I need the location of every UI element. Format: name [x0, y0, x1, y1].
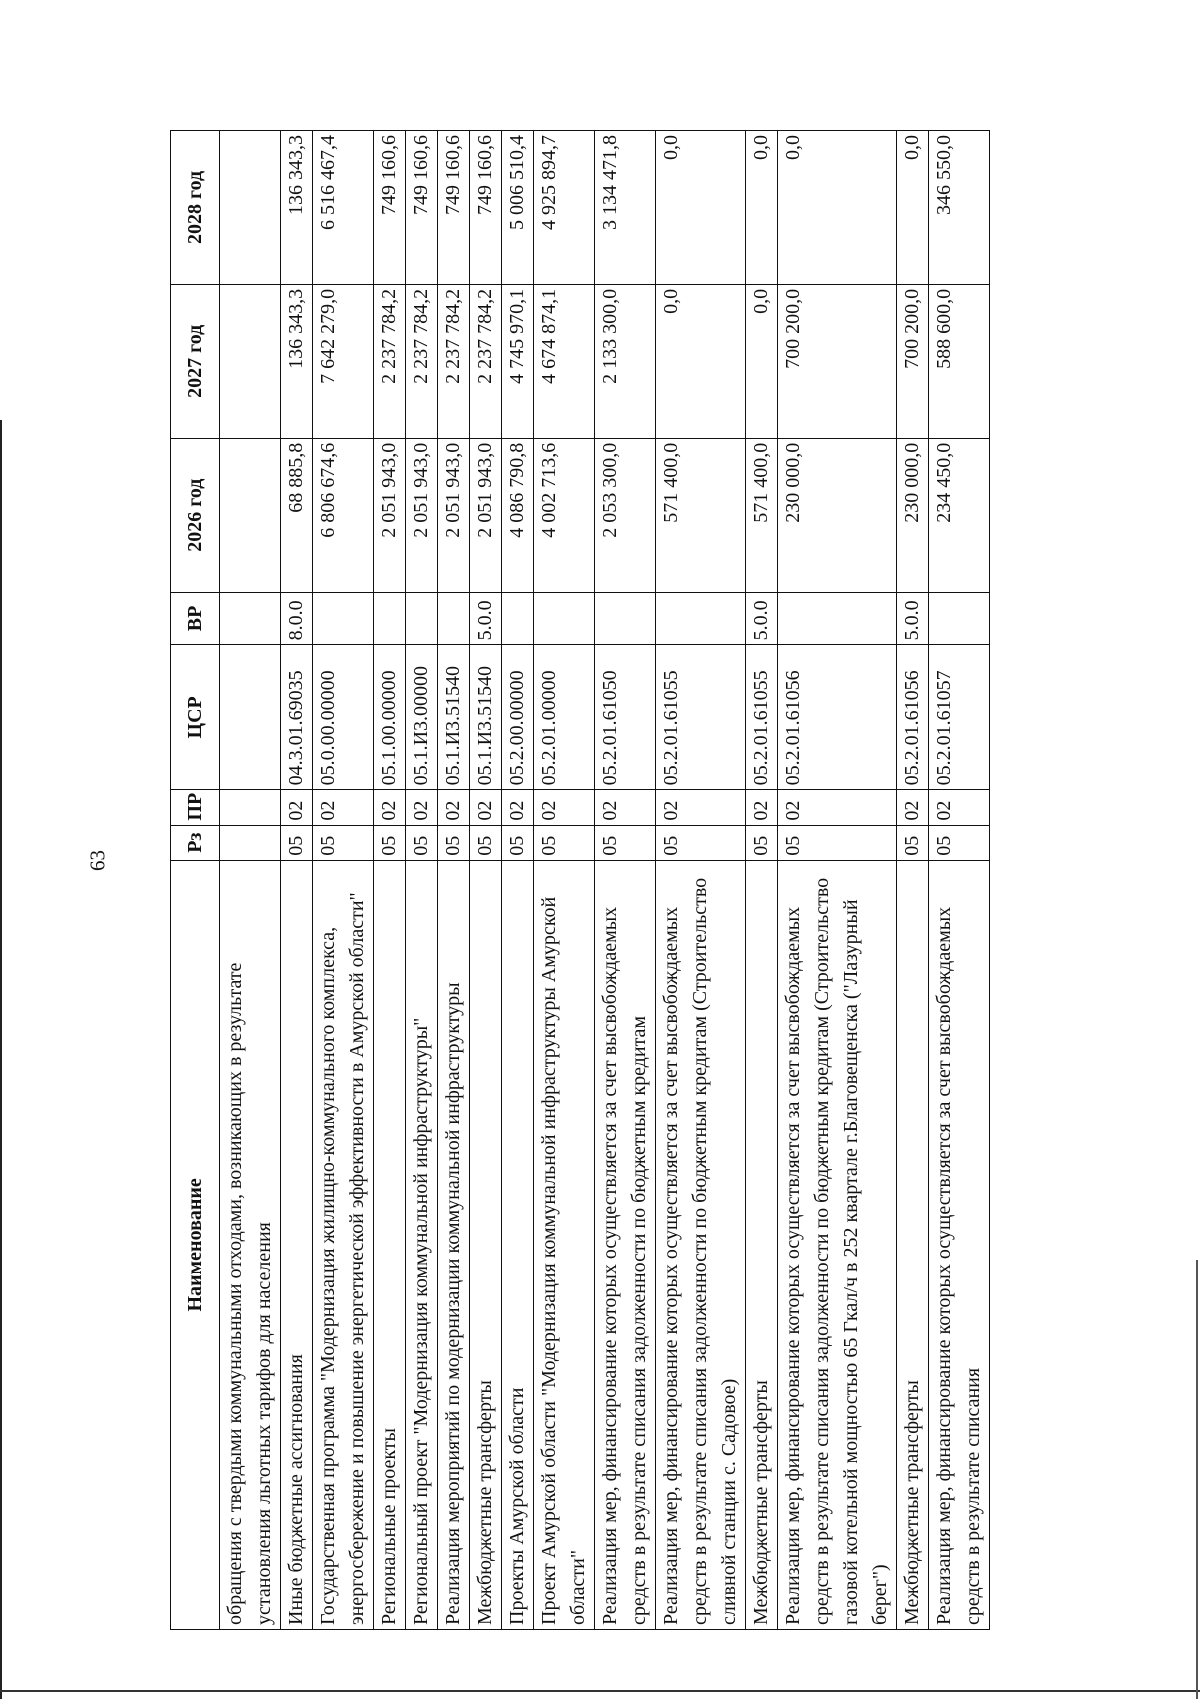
- cell-y2026: 68 885,8: [281, 438, 313, 592]
- budget-table: [170, 130, 990, 1630]
- cell-rz: 05: [929, 825, 990, 860]
- cell-vr: [438, 592, 470, 645]
- table-row: [656, 131, 746, 1630]
- cell-csr: 05.1.И3.51540: [438, 645, 470, 790]
- cell-name: обращения с твердыми коммунальными отходами, возникающих в результате установления льготных тарифов для населения: [220, 860, 281, 1629]
- cell-y2026: 2 053 300,0: [595, 438, 656, 592]
- cell-y2028: 749 160,6: [438, 131, 470, 285]
- cell-rz: 05: [438, 825, 470, 860]
- cell-y2026: 2 051 943,0: [406, 438, 438, 592]
- cell-name: Реализация мер, финансирование которых осуществляется за счет высвобождаемых средств в результате списания задолженности по бюджетным кредитам: [595, 860, 656, 1629]
- cell-y2028: 0,0: [656, 131, 746, 285]
- cell-y2028: 136 343,3: [281, 131, 313, 285]
- cell-vr: [929, 592, 990, 645]
- cell-vr: [220, 592, 281, 645]
- cell-y2027: 4 745 970,1: [502, 284, 534, 438]
- cell-vr: [595, 592, 656, 645]
- cell-pr: 02: [595, 790, 656, 825]
- cell-name: Межбюджетные трансферты: [897, 860, 929, 1629]
- cell-rz: 05: [281, 825, 313, 860]
- header-name: Наименование: [171, 860, 220, 1629]
- cell-name: Иные бюджетные ассигнования: [281, 860, 313, 1629]
- cell-y2027: 7 642 279,0: [313, 284, 374, 438]
- cell-vr: [534, 592, 595, 645]
- cell-y2028: 749 160,6: [406, 131, 438, 285]
- cell-rz: 05: [656, 825, 746, 860]
- cell-pr: 02: [406, 790, 438, 825]
- table-row: [778, 131, 897, 1630]
- cell-pr: 02: [746, 790, 778, 825]
- cell-rz: [220, 825, 281, 860]
- cell-pr: 02: [281, 790, 313, 825]
- cell-pr: 02: [438, 790, 470, 825]
- cell-vr: [502, 592, 534, 645]
- cell-y2028: 0,0: [897, 131, 929, 285]
- cell-rz: 05: [778, 825, 897, 860]
- cell-csr: 05.2.01.61057: [929, 645, 990, 790]
- cell-y2027: 4 674 874,1: [534, 284, 595, 438]
- cell-vr: [656, 592, 746, 645]
- scan-edge-right: [1196, 1260, 1198, 1699]
- header-2027: 2027 год: [171, 284, 220, 438]
- cell-pr: 02: [897, 790, 929, 825]
- cell-pr: 02: [534, 790, 595, 825]
- table-row: [438, 131, 470, 1630]
- cell-vr: 5.0.0: [746, 592, 778, 645]
- cell-y2028: 0,0: [746, 131, 778, 285]
- header-2026: 2026 год: [171, 438, 220, 592]
- table-row: [929, 131, 990, 1630]
- table-row: [374, 131, 406, 1630]
- cell-y2028: 0,0: [778, 131, 897, 285]
- cell-y2027: 2 237 784,2: [374, 284, 406, 438]
- cell-rz: 05: [502, 825, 534, 860]
- cell-rz: 05: [746, 825, 778, 860]
- cell-vr: [406, 592, 438, 645]
- header-2028: 2028 год: [171, 131, 220, 285]
- cell-pr: 02: [470, 790, 502, 825]
- cell-vr: 5.0.0: [470, 592, 502, 645]
- cell-y2028: 749 160,6: [374, 131, 406, 285]
- cell-y2027: 700 200,0: [778, 284, 897, 438]
- table-row: [595, 131, 656, 1630]
- cell-rz: 05: [595, 825, 656, 860]
- table-header-row: [171, 131, 220, 1630]
- cell-rz: 05: [313, 825, 374, 860]
- cell-vr: [313, 592, 374, 645]
- cell-y2026: 4 086 790,8: [502, 438, 534, 592]
- cell-pr: 02: [929, 790, 990, 825]
- cell-y2028: 4 925 894,7: [534, 131, 595, 285]
- cell-y2026: 2 051 943,0: [374, 438, 406, 592]
- cell-y2027: 136 343,3: [281, 284, 313, 438]
- cell-y2027: 700 200,0: [897, 284, 929, 438]
- table-row: [313, 131, 374, 1630]
- cell-csr: 05.2.01.00000: [534, 645, 595, 790]
- cell-csr: 05.2.01.61056: [778, 645, 897, 790]
- cell-y2026: 571 400,0: [746, 438, 778, 592]
- cell-csr: 05.2.01.61056: [897, 645, 929, 790]
- page-number: 63: [85, 850, 110, 871]
- cell-rz: 05: [897, 825, 929, 860]
- cell-vr: [778, 592, 897, 645]
- cell-name: Реализация мер, финансирование которых осуществляется за счет высвобождаемых средств в результате списания: [929, 860, 990, 1629]
- cell-y2027: 0,0: [746, 284, 778, 438]
- table-row: [220, 131, 281, 1630]
- cell-y2026: 6 806 674,6: [313, 438, 374, 592]
- cell-vr: [374, 592, 406, 645]
- cell-y2026: 2 051 943,0: [438, 438, 470, 592]
- cell-pr: 02: [656, 790, 746, 825]
- cell-name: Реализация мер, финансирование которых осуществляется за счет высвобождаемых средств в результате списания задолженности по бюджетным кредитам (Строительство газовой котельной мощностью 65 Гкал/ч в 252 квартале г.Благовещенска ("Лазурный берег"): [778, 860, 897, 1629]
- cell-name: Реализация мероприятий по модернизации коммунальной инфраструктуры: [438, 860, 470, 1629]
- cell-pr: 02: [502, 790, 534, 825]
- cell-name: Проект Амурской области "Модернизация коммунальной инфраструктуры Амурской области": [534, 860, 595, 1629]
- cell-pr: [220, 790, 281, 825]
- cell-y2026: 2 051 943,0: [470, 438, 502, 592]
- cell-y2027: 588 600,0: [929, 284, 990, 438]
- table-row: [502, 131, 534, 1630]
- cell-name: Реализация мер, финансирование которых осуществляется за счет высвобождаемых средств в результате списания задолженности по бюджетным кредитам (Строительство сливной станции с. Садовое): [656, 860, 746, 1629]
- table-row: [281, 131, 313, 1630]
- cell-y2027: 2 237 784,2: [406, 284, 438, 438]
- cell-csr: 05.1.И3.00000: [406, 645, 438, 790]
- scan-edge-bottom: [0, 1690, 1200, 1692]
- cell-csr: 05.2.01.61050: [595, 645, 656, 790]
- cell-pr: 02: [778, 790, 897, 825]
- cell-csr: 04.3.01.69035: [281, 645, 313, 790]
- cell-name: Проекты Амурской области: [502, 860, 534, 1629]
- cell-csr: [220, 645, 281, 790]
- cell-y2026: 4 002 713,6: [534, 438, 595, 592]
- header-vr: ВР: [171, 592, 220, 645]
- cell-rz: 05: [374, 825, 406, 860]
- table-row: [470, 131, 502, 1630]
- cell-y2028: 749 160,6: [470, 131, 502, 285]
- header-csr: ЦСР: [171, 645, 220, 790]
- cell-csr: 05.0.00.00000: [313, 645, 374, 790]
- table-row: [746, 131, 778, 1630]
- cell-name: Межбюджетные трансферты: [470, 860, 502, 1629]
- cell-y2027: 2 237 784,2: [438, 284, 470, 438]
- table-row: [534, 131, 595, 1630]
- cell-y2027: 2 133 300,0: [595, 284, 656, 438]
- cell-vr: 5.0.0: [897, 592, 929, 645]
- cell-y2028: 3 134 471,8: [595, 131, 656, 285]
- table-row: [897, 131, 929, 1630]
- cell-name: Региональный проект "Модернизация коммунальной инфраструктуры": [406, 860, 438, 1629]
- cell-y2026: [220, 438, 281, 592]
- cell-rz: 05: [470, 825, 502, 860]
- cell-rz: 05: [406, 825, 438, 860]
- cell-name: Государственная программа "Модернизация жилищно-коммунального комплекса, энергосбережение и повышение энергетической эффективности в Амурской области": [313, 860, 374, 1629]
- cell-y2027: [220, 284, 281, 438]
- cell-vr: 8.0.0: [281, 592, 313, 645]
- cell-y2028: [220, 131, 281, 285]
- cell-csr: 05.2.00.00000: [502, 645, 534, 790]
- cell-y2026: 230 000,0: [778, 438, 897, 592]
- rotated-table-wrapper: [170, 130, 990, 1630]
- header-pr: ПР: [171, 790, 220, 825]
- header-rz: Рз: [171, 825, 220, 860]
- cell-y2026: 230 000,0: [897, 438, 929, 592]
- cell-csr: 05.2.01.61055: [656, 645, 746, 790]
- cell-y2027: 2 237 784,2: [470, 284, 502, 438]
- scan-edge-left: [0, 420, 2, 1699]
- table-row: [406, 131, 438, 1630]
- cell-csr: 05.2.01.61055: [746, 645, 778, 790]
- cell-csr: 05.1.И3.51540: [470, 645, 502, 790]
- cell-rz: 05: [534, 825, 595, 860]
- cell-y2027: 0,0: [656, 284, 746, 438]
- cell-y2026: 571 400,0: [656, 438, 746, 592]
- cell-y2028: 6 516 467,4: [313, 131, 374, 285]
- cell-name: Межбюджетные трансферты: [746, 860, 778, 1629]
- cell-pr: 02: [374, 790, 406, 825]
- cell-y2028: 5 006 510,4: [502, 131, 534, 285]
- cell-y2026: 234 450,0: [929, 438, 990, 592]
- cell-csr: 05.1.00.00000: [374, 645, 406, 790]
- table-body: [220, 131, 990, 1630]
- cell-pr: 02: [313, 790, 374, 825]
- cell-y2028: 346 550,0: [929, 131, 990, 285]
- cell-name: Региональные проекты: [374, 860, 406, 1629]
